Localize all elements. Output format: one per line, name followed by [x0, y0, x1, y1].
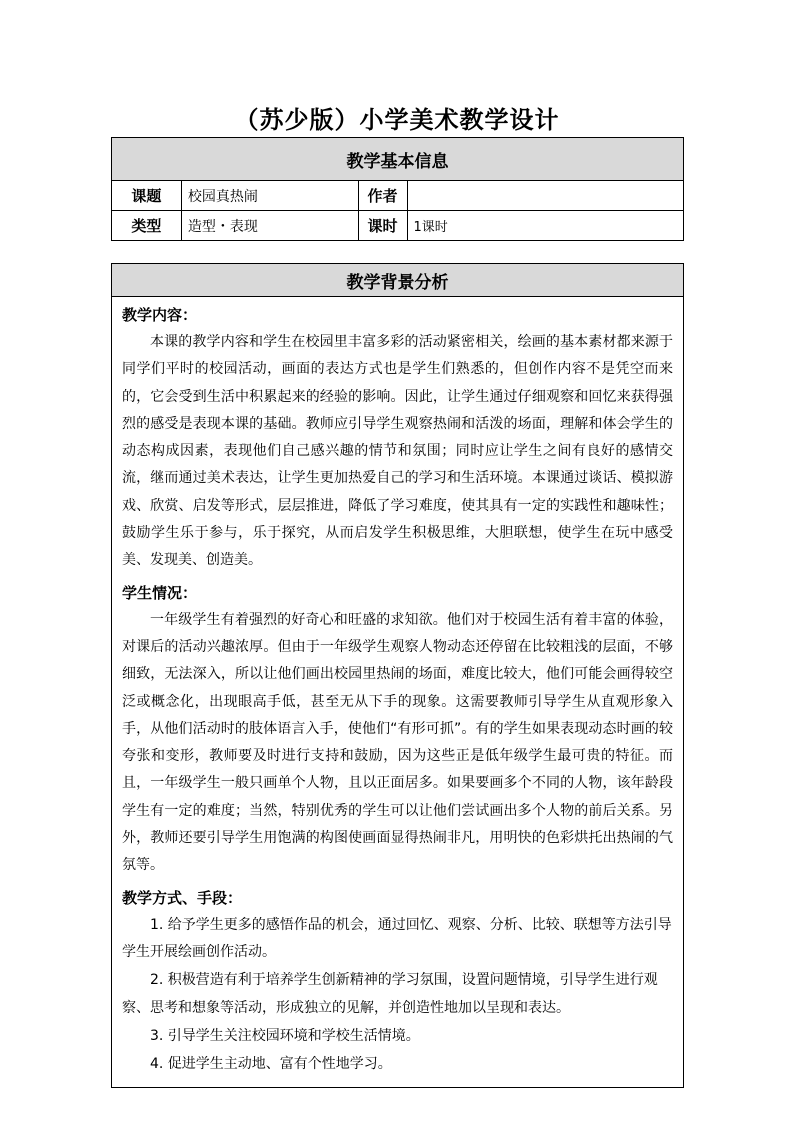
document-title: （苏少版）小学美术教学设计 — [234, 106, 560, 134]
content-paragraph: 本课的教学内容和学生在校园里丰富多彩的活动紧密相关，绘画的基本素材都来源于同学们平时的校园活动，画面的表达方式也是学生们熟悉的，但创作内容不是凭空而来的，它会受到生活中积累起来的经验的影响。因此，让学生通过仔细观察和回忆来获得强烈的感受是表现本课的基础。教师应引导学生观察热闹和活泼的场面，理解和体会学生的动态构成因素，表现他们自己感兴趣的情节和氛围；同时应让学生之间有良好的感情交流，继而通过美术表达，让学生更加热爱自己的学习和生活环境。本课通过谈话、模拟游戏、欣赏、启发等形式，层层推进，降低了学习难度，使其具有一定的实践性和趣味性；鼓励学生乐于参与，乐于探究，从而启发学生积极思维，大胆联想，使学生在玩中感受美、发现美、创造美。 — [122, 334, 673, 569]
list-item: 3. 引导学生关注校园环境和学校生活情境。 — [150, 1027, 420, 1044]
hours-value: 1课时 — [407, 211, 684, 241]
topic-label: 课题 — [112, 181, 182, 211]
list-item: 4. 促进学生主动地、富有个性地学习。 — [150, 1056, 392, 1073]
list-item: 2. 积极营造有利于培养学生创新精神的学习氛围，设置问题情境，引导学生进行观察、思考和想象等活动，形成独立的见解，并创造性地加以呈现和表达。 — [122, 972, 658, 1016]
content-title: 教学内容： — [122, 306, 198, 324]
method-title: 教学方式、手段： — [122, 888, 243, 907]
type-value: 造型・表现 — [181, 211, 358, 241]
background-body — [112, 297, 684, 1088]
topic-value: 校园真热闹 — [181, 181, 358, 211]
student-title: 学生情况： — [122, 583, 198, 602]
type-label: 类型 — [112, 211, 182, 241]
background-header: 教学背景分析 — [112, 264, 684, 297]
author-value — [407, 181, 684, 211]
table-row — [112, 181, 684, 211]
table-row — [112, 211, 684, 241]
author-label: 作者 — [358, 181, 407, 211]
list-item: 1. 给予学生更多的感悟作品的机会，通过回忆、观察、分析、比较、联想等方法引导学生开展绘画创作活动。 — [122, 916, 672, 960]
basic-info-header: 教学基本信息 — [112, 138, 684, 181]
hours-label: 课时 — [358, 211, 407, 241]
basic-info-table — [111, 137, 684, 241]
student-paragraph: 一年级学生有着强烈的好奇心和旺盛的求知欲。他们对于校园生活有着丰富的体验，对课后的活动兴趣浓厚。但由于一年级学生观察人物动态还停留在比较粗浅的层面，不够细致，无法深入，所以让他们画出校园里热闹的场面，难度比较大，他们可能会画得较空泛或概念化，出现眼高手低，甚至无从下手的现象。这需要教师引导学生从直观形象入手，从他们活动时的肢体语言入手，使他们“有形可抓”。有的学生如果表现动态时画的较夸张和变形，教师要及时进行支持和鼓励，因为这些正是低年级学生最可贵的特征。而且，一年级学生一般只画单个人物，且以正面居多。如果要画多个不同的人物，该年龄段学生有一定的难度；当然，特别优秀的学生可以让他们尝试画出多个人物的前后关系。另外，教师还要引导学生用饱满的构图使画面显得热闹非凡，用明快的色彩烘托出热闹的气氛等。 — [122, 611, 673, 874]
background-table — [111, 263, 684, 1088]
